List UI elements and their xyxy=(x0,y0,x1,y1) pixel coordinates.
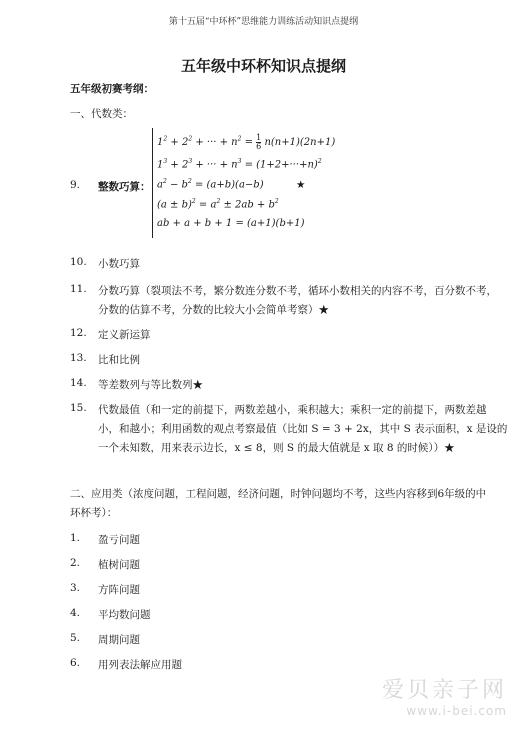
item-number: 9. xyxy=(70,179,81,191)
item-number: 10. xyxy=(70,256,87,268)
item-number: 11. xyxy=(70,283,87,295)
item-text: 盈亏问题 xyxy=(98,534,140,546)
item-text: 整数巧算： xyxy=(98,181,151,193)
item-number: 4. xyxy=(70,607,81,619)
watermark-url: www.i-bei.com xyxy=(406,704,507,718)
formula-group xyxy=(152,128,336,238)
item-text: 方阵问题 xyxy=(98,584,140,596)
page-header: 第十五届“中环杯”思维能力训练活动知识点提纲 xyxy=(168,17,359,27)
item-number: 14. xyxy=(70,377,87,389)
item-text: 周期问题 xyxy=(98,634,140,646)
item-text-line: 分数巧算（裂项法不考，繁分数连分数不考，循环小数相关的内容不考，百分数不考， xyxy=(98,285,497,297)
section-application-heading: 二、应用类（浓度问题，工程问题，经济问题，时钟问题均不考，这些内容移到6年级的中 xyxy=(70,488,487,500)
item-text: 用列表法解应用题 xyxy=(98,659,182,671)
formula-factoring: ab + a + b + 1 = (a+1)(b+1) xyxy=(157,218,305,229)
formula-square-of-sum: $(a \pm b)^2 = a^2 \pm 2ab + b^2$ xyxy=(157,198,279,211)
item-text-line: 一个未知数，用来表示边长，x ≤ 8，则 S 的最大值就是 x 取 8 的时候））★ xyxy=(98,442,455,454)
item-number: 5. xyxy=(70,632,81,644)
item-text: 小数巧算 xyxy=(98,258,140,270)
item-number: 2. xyxy=(70,557,81,569)
item-number: 12. xyxy=(70,327,87,339)
section-application-heading-cont: 环杯考）： xyxy=(70,507,118,519)
page-title: 五年级中环杯知识点提纲 xyxy=(180,57,346,75)
site-watermark xyxy=(382,673,507,718)
formula-difference-of-squares: $a^2 - b^2 = (a+b)(a-b)$ xyxy=(157,178,264,191)
item-text-line: 小，和越小；利用函数的观点考察最值（比如 S = 3 + 2x，其中 S 表示面积，x 是设的 xyxy=(98,423,508,435)
star-icon: ★ xyxy=(296,179,306,191)
subtitle: 五年级初赛考纲： xyxy=(70,83,154,95)
item-text-line: 代数最值（和一定的前提下，两数差越小，乘积越大；乘积一定的前提下，两数差越 xyxy=(98,404,487,416)
item-number: 15. xyxy=(70,402,87,414)
item-number: 6. xyxy=(70,657,81,669)
item-text: 平均数问题 xyxy=(98,609,151,621)
watermark-logo-text: 爱贝亲子网 xyxy=(381,678,507,703)
item-number: 1. xyxy=(70,532,81,544)
item-text-line: 分数的估算不考，分数的比较大小会简单考察）★ xyxy=(98,304,329,316)
section-algebra-heading: 一、代数类： xyxy=(70,108,133,120)
formula-sum-squares: $1^2 + 2^2$ + ··· + $n^2$ = $\frac{1}{6}$ n(n+1)(2n+1) xyxy=(157,133,336,151)
item-number: 3. xyxy=(70,582,81,594)
item-number: 13. xyxy=(70,352,87,364)
formula-sum-cubes: $1^3 + 2^3$ + ··· + $n^3 = (1+2+\cdot\cdot\cdot+n)^2$ xyxy=(157,158,322,171)
item-text: 比和比例 xyxy=(98,354,140,366)
item-text: 等差数列与等比数列★ xyxy=(98,379,203,391)
item-text: 定义新运算 xyxy=(98,329,151,341)
item-text: 植树问题 xyxy=(98,559,140,571)
